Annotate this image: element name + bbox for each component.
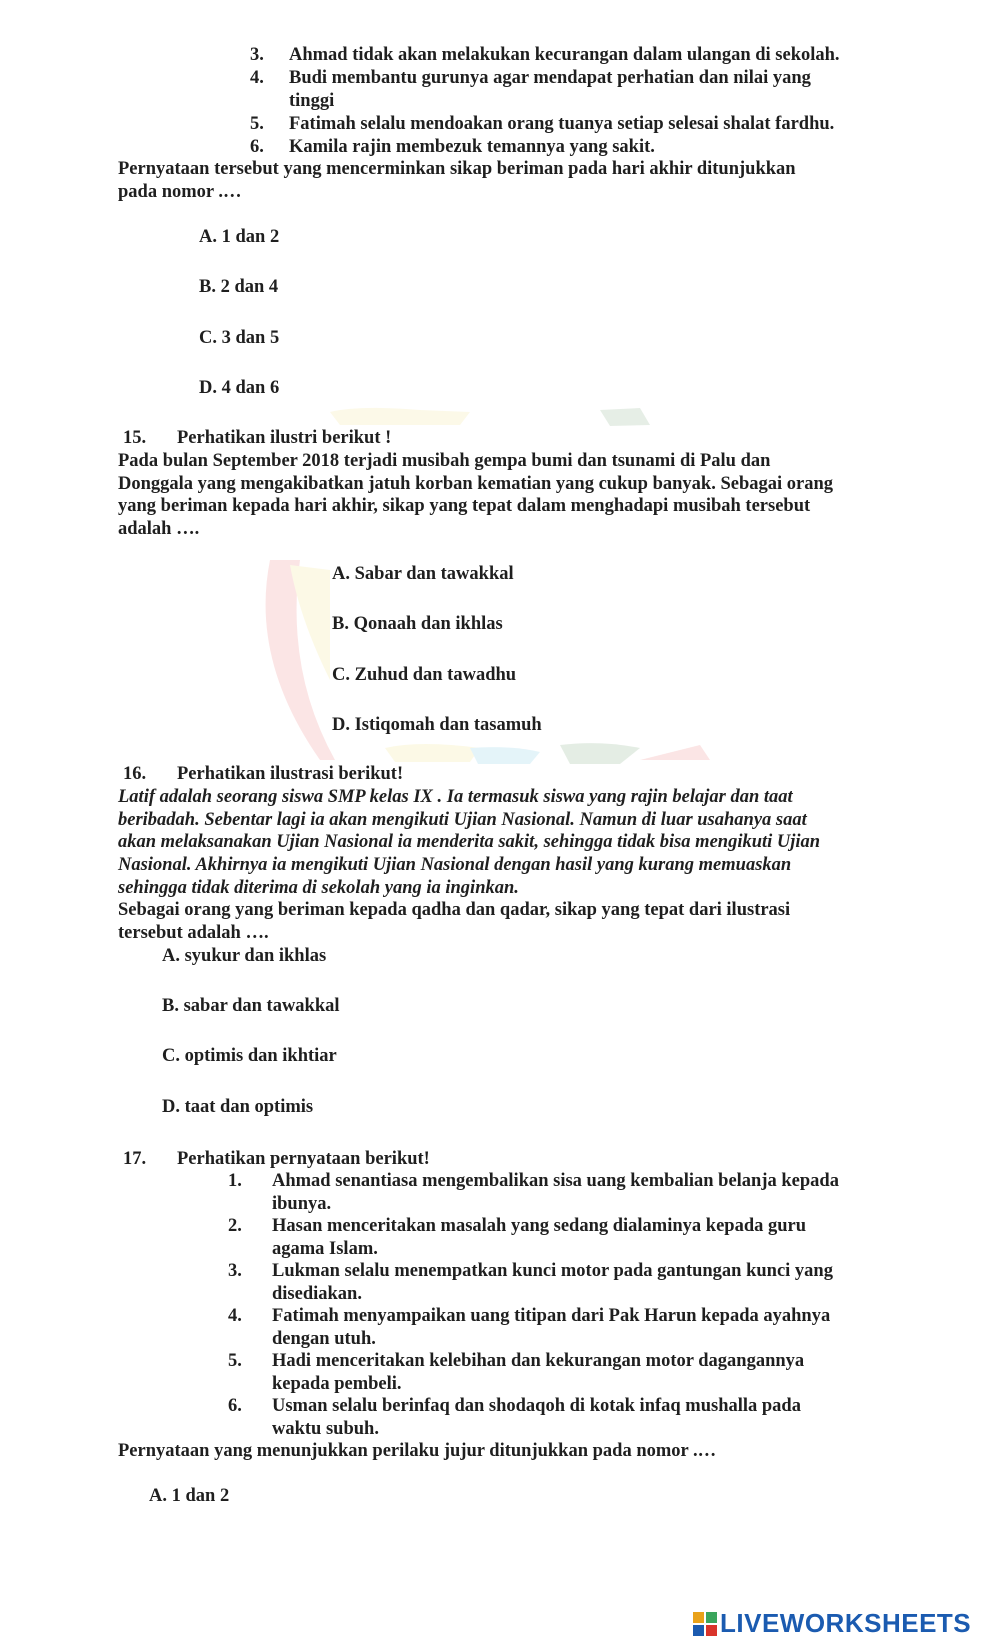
q14-item-text: Ahmad tidak akan melakukan kecurangan dalam ulangan di sekolah. [289, 45, 840, 65]
q16-title: Perhatikan ilustrasi berikut! [177, 764, 404, 784]
q14-item-text: Fatimah selalu mendoakan orang tuanya setiap selesai shalat fardhu. [289, 114, 835, 134]
q17-item-text-cont: dengan utuh. [272, 1329, 376, 1349]
q16-option-a[interactable]: A. syukur dan ikhlas [162, 946, 327, 966]
q17-title: Perhatikan pernyataan berikut! [177, 1149, 430, 1169]
q16-story-line: Latif adalah seorang siswa SMP kelas IX . Ia termasuk siswa yang rajin belajar dan taat [118, 787, 793, 807]
q17-item-num: 2. [228, 1216, 242, 1236]
q15-option-a[interactable]: A. Sabar dan tawakkal [332, 564, 514, 584]
q17-option-a[interactable]: A. 1 dan 2 [149, 1486, 230, 1506]
liveworksheets-logo[interactable]: LIVEWORKSHEETS [720, 1608, 972, 1638]
q16-story-line: akan melaksanakan Ujian Nasional ia menderita sakit, sehingga tidak bisa mengikuti Ujian [118, 832, 821, 852]
q15-body-line: adalah …. [118, 519, 200, 539]
q14-item-text: Budi membantu gurunya agar mendapat perhatian dan nilai yang [289, 68, 811, 88]
q14-question-line: pada nomor .… [118, 182, 242, 202]
q14-item-num: 4. [250, 68, 264, 88]
q17-item-num: 3. [228, 1261, 242, 1281]
q16-option-d[interactable]: D. taat dan optimis [162, 1097, 314, 1117]
q15-option-b[interactable]: B. Qonaah dan ikhlas [332, 614, 503, 634]
q14-option-d[interactable]: D. 4 dan 6 [199, 378, 280, 398]
q17-item-num: 4. [228, 1306, 242, 1326]
q14-item-num: 3. [250, 45, 264, 65]
q15-option-d[interactable]: D. Istiqomah dan tasamuh [332, 715, 542, 735]
q17-item-text: Lukman selalu menempatkan kunci motor pada gantungan kunci yang [272, 1261, 833, 1281]
q17-item-num: 6. [228, 1396, 242, 1416]
q17-item-num: 5. [228, 1351, 242, 1371]
q17-item-text-cont: ibunya. [272, 1194, 332, 1214]
q17-item-text-cont: disediakan. [272, 1284, 362, 1304]
q16-question-line: Sebagai orang yang beriman kepada qadha dan qadar, sikap yang tepat dari ilustrasi [118, 900, 791, 920]
q17-item-num: 1. [228, 1171, 242, 1191]
q15-body-line: Donggala yang mengakibatkan jatuh korban kematian yang cukup banyak. Sebagai orang [118, 474, 833, 494]
q15-title: Perhatikan ilustri berikut ! [177, 428, 392, 448]
q14-item-num: 6. [250, 137, 264, 157]
q14-option-a[interactable]: A. 1 dan 2 [199, 227, 280, 247]
q14-question-line: Pernyataan tersebut yang mencerminkan sikap beriman pada hari akhir ditunjukkan [118, 159, 796, 179]
q15-body-line: Pada bulan September 2018 terjadi musibah gempa bumi dan tsunami di Palu dan [118, 451, 771, 471]
q17-item-text-cont: agama Islam. [272, 1239, 378, 1259]
q17-item-text: Hadi menceritakan kelebihan dan kekurangan motor dagangannya [272, 1351, 805, 1371]
q15-number: 15. [123, 428, 147, 448]
q16-number: 16. [123, 764, 147, 784]
q14-option-b[interactable]: B. 2 dan 4 [199, 277, 279, 297]
q16-story-line: beribadah. Sebentar lagi ia akan mengikuti Ujian Nasional. Namun di luar usahanya saat [118, 810, 807, 830]
q15-option-c[interactable]: C. Zuhud dan tawadhu [332, 665, 517, 685]
q16-option-c[interactable]: C. optimis dan ikhtiar [162, 1046, 337, 1066]
q17-item-text-cont: waktu subuh. [272, 1419, 379, 1439]
q16-story-line: sehingga tidak diterima di sekolah yang ia inginkan. [118, 878, 519, 898]
q16-story-line: Nasional. Akhirnya ia mengikuti Ujian Nasional dengan hasil yang kurang memuaskan [118, 855, 792, 875]
q14-item-text: Kamila rajin membezuk temannya yang sakit. [289, 137, 655, 157]
q14-item-num: 5. [250, 114, 264, 134]
q15-body-line: yang beriman kepada hari akhir, sikap yang tepat dalam menghadapi musibah tersebut [118, 496, 811, 516]
q17-number: 17. [123, 1149, 147, 1169]
q17-item-text-cont: kepada pembeli. [272, 1374, 402, 1394]
q14-item-text-cont: tinggi [289, 91, 335, 111]
q17-item-text: Usman selalu berinfaq dan shodaqoh di kotak infaq mushalla pada [272, 1396, 801, 1416]
q17-item-text: Hasan menceritakan masalah yang sedang dialaminya kepada guru [272, 1216, 807, 1236]
q16-option-b[interactable]: B. sabar dan tawakkal [162, 996, 340, 1016]
q14-option-c[interactable]: C. 3 dan 5 [199, 328, 280, 348]
liveworksheets-logo-icon [693, 1612, 717, 1636]
q17-question: Pernyataan yang menunjukkan perilaku jujur ditunjukkan pada nomor .… [118, 1441, 717, 1461]
q17-item-text: Fatimah menyampaikan uang titipan dari Pak Harun kepada ayahnya [272, 1306, 831, 1326]
q17-item-text: Ahmad senantiasa mengembalikan sisa uang kembalian belanja kepada [272, 1171, 839, 1191]
q16-question-line: tersebut adalah …. [118, 923, 269, 943]
